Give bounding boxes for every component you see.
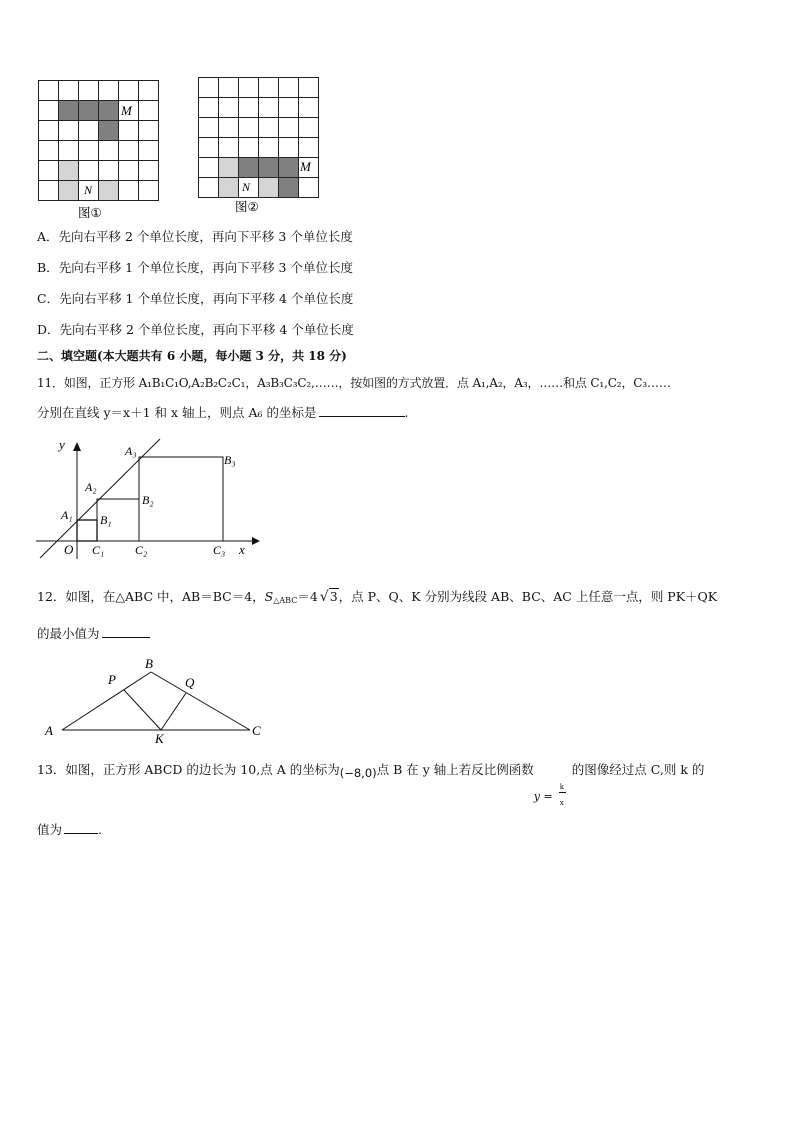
option-d-text: 先向右平移 2 个单位长度，再向下平移 4 个单位长度	[59, 322, 354, 337]
option-d	[37, 322, 354, 338]
fig2-label-M: M	[300, 159, 311, 174]
q12-diagram	[40, 655, 270, 745]
q13-line2	[37, 822, 102, 838]
option-a-text: 先向右平移 2 个单位长度，再向下平移 3 个单位长度	[58, 229, 353, 244]
option-b-letter: B．	[37, 260, 59, 275]
q11-label-A2: A₂	[85, 480, 97, 494]
q12-sqrt-val: 3	[329, 589, 338, 604]
q11-label-O: O	[64, 542, 74, 557]
q12-line1	[37, 589, 717, 609]
q13-line2-text: 值为	[37, 822, 63, 837]
fig1-label-M: M	[121, 103, 132, 118]
q12-label-Q: Q	[185, 675, 195, 690]
q11-diagram	[34, 437, 264, 562]
q11-line2-end: .	[404, 405, 409, 420]
option-b	[37, 260, 353, 276]
option-c-letter: C．	[37, 291, 60, 306]
q12-sqrt: √3	[319, 589, 338, 605]
q13-line1	[37, 762, 705, 807]
q12-area-eq: ＝4	[297, 589, 318, 604]
figure-2-grid	[198, 77, 320, 217]
q12-label-C: C	[252, 723, 261, 738]
q12-line2	[37, 626, 150, 642]
q11-label-B3: B₃	[224, 453, 236, 467]
q12-label-A: A	[45, 723, 53, 738]
q12-area-S: S	[264, 589, 274, 604]
q11-answer-blank[interactable]	[319, 405, 405, 417]
q13-coord: (−8,0)	[339, 766, 377, 780]
fig2-caption: 图②	[235, 199, 259, 214]
q11-line2	[37, 405, 408, 421]
fig1-label-N: N	[84, 183, 93, 197]
q12-label-P: P	[108, 672, 116, 687]
option-b-text: 先向右平移 1 个单位长度，再向下平移 3 个单位长度	[58, 260, 353, 275]
q11-label-B2: B₂	[142, 493, 154, 507]
q13-answer-blank[interactable]	[64, 822, 98, 834]
q13-func-lhs: y =	[533, 790, 553, 803]
q12-area-sub: △ABC	[273, 596, 298, 605]
q13-func-den: x	[559, 799, 564, 807]
q12-label-B: B	[145, 656, 153, 671]
q12-label-K: K	[155, 731, 164, 745]
q11-label-C3: C₃	[213, 543, 226, 557]
q11-label-x: x	[239, 542, 245, 557]
q11-label-A1: A₁	[61, 508, 73, 522]
q12-answer-blank[interactable]	[102, 626, 150, 638]
q13-func-num: k	[559, 783, 565, 791]
q11-line2-text: 分别在直线 y＝x＋1 和 x 轴上，则点 A₆ 的坐标是	[37, 405, 317, 420]
q11-label-A3: A₃	[125, 444, 137, 458]
q12-line1-b: ，点 P、Q、K 分别为线段 AB、BC、AC 上任意一点，则 PK＋QK	[338, 589, 718, 604]
option-d-letter: D．	[37, 322, 60, 337]
option-a-letter: A．	[37, 229, 59, 244]
q12-line1-a: 12．如图，在△ABC 中，AB＝BC＝4，	[37, 589, 265, 604]
option-c	[37, 291, 353, 307]
q13-line1-b: 点 B 在 y 轴上若反比例函数	[376, 762, 534, 777]
q11-label-y: y	[59, 437, 65, 452]
fig2-label-N: N	[242, 180, 251, 194]
q11-label-C2: C₂	[135, 543, 148, 557]
q13-line1-a: 13．如图，正方形 ABCD 的边长为 10,点 A 的坐标为	[37, 762, 340, 777]
q13-line1-c: 的图像经过点 C,则 k 的	[571, 762, 705, 777]
option-a	[37, 229, 353, 245]
q11-line1: 11．如图，正方形 A₁B₁C₁O,A₂B₂C₂C₁，A₃B₃C₃C₂,……，按如图的方式放置．点 A₁,A₂，A₃，……和点 C₁,C₂，C₃……	[37, 376, 671, 390]
option-c-text: 先向右平移 1 个单位长度，再向下平移 4 个单位长度	[59, 291, 354, 306]
q13-line2-end: .	[98, 822, 102, 837]
fig1-caption: 图①	[78, 205, 102, 220]
q13-func-bar	[559, 792, 566, 793]
section-title: 二、填空题(本大题共有 6 小题，每小题 3 分，共 18 分)	[37, 349, 347, 363]
q11-label-B1: B₁	[100, 513, 112, 527]
figure-1-grid	[38, 80, 160, 222]
q12-line2-text: 的最小值为	[37, 626, 100, 641]
q11-label-C1: C₁	[92, 543, 105, 557]
